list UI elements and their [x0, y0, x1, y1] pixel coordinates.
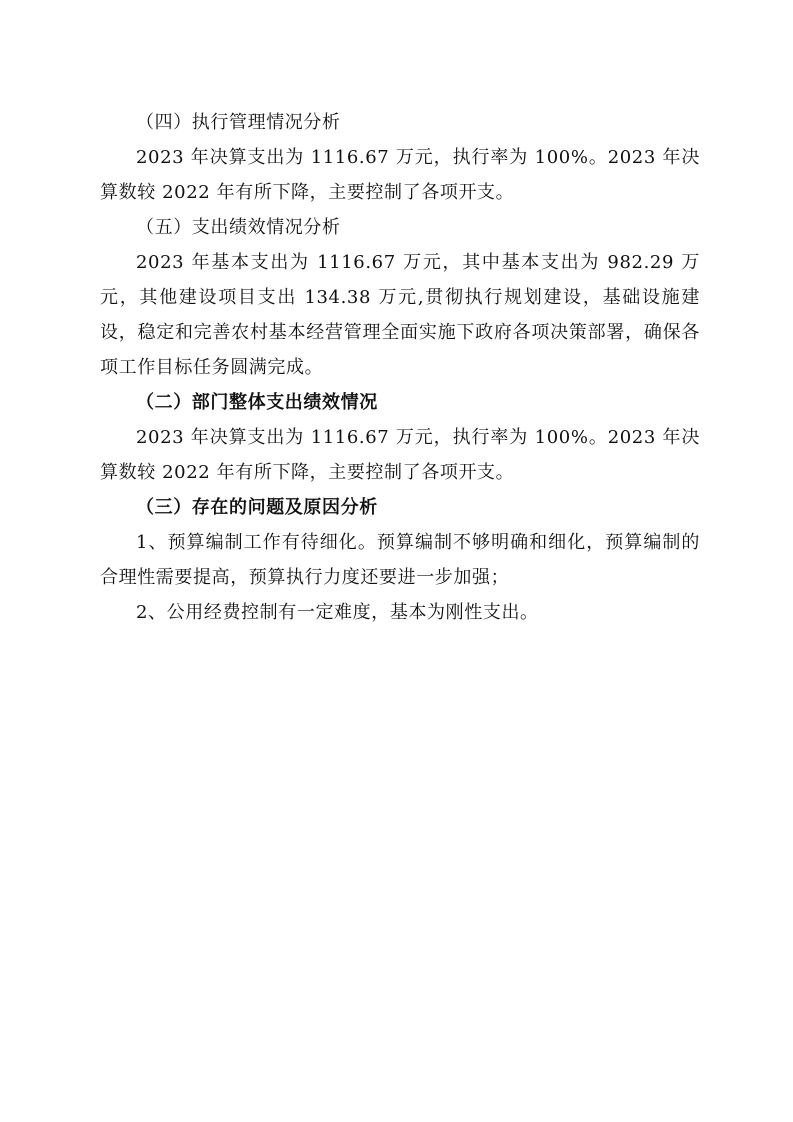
list-item-problem-2: 2、公用经费控制有一定难度，基本为刚性支出。: [136, 602, 539, 623]
paragraph-execution-management: 2023 年决算支出为 1116.67 万元，执行率为 100%。2023 年决算数较 2022 年有所下降，主要控制了各项开支。: [100, 147, 700, 203]
section-heading-department-overall: （二）部门整体支出绩效情况: [136, 392, 378, 413]
paragraph-department-overall: 2023 年决算支出为 1116.67 万元，执行率为 100%。2023 年决算数较 2022 年有所下降，主要控制了各项开支。: [100, 427, 700, 483]
section-heading-expenditure-performance: （五）支出绩效情况分析: [136, 217, 341, 238]
section-heading-execution-management: （四）执行管理情况分析: [136, 112, 341, 133]
section-heading-problems-analysis: （三）存在的问题及原因分析: [136, 497, 378, 518]
list-item-problem-1: 1、预算编制工作有待细化。预算编制不够明确和细化，预算编制的合理性需要提高，预算执行力度还要进一步加强；: [100, 532, 700, 588]
document-body: [100, 105, 700, 630]
paragraph-expenditure-performance: 2023 年基本支出为 1116.67 万元，其中基本支出为 982.29 万元，其他建设项目支出 134.38 万元,贯彻执行规划建设，基础设施建设，稳定和完善农村基本经营管理全面实施下政府各项决策部署，确保各项工作目标任务圆满完成。: [100, 252, 700, 378]
